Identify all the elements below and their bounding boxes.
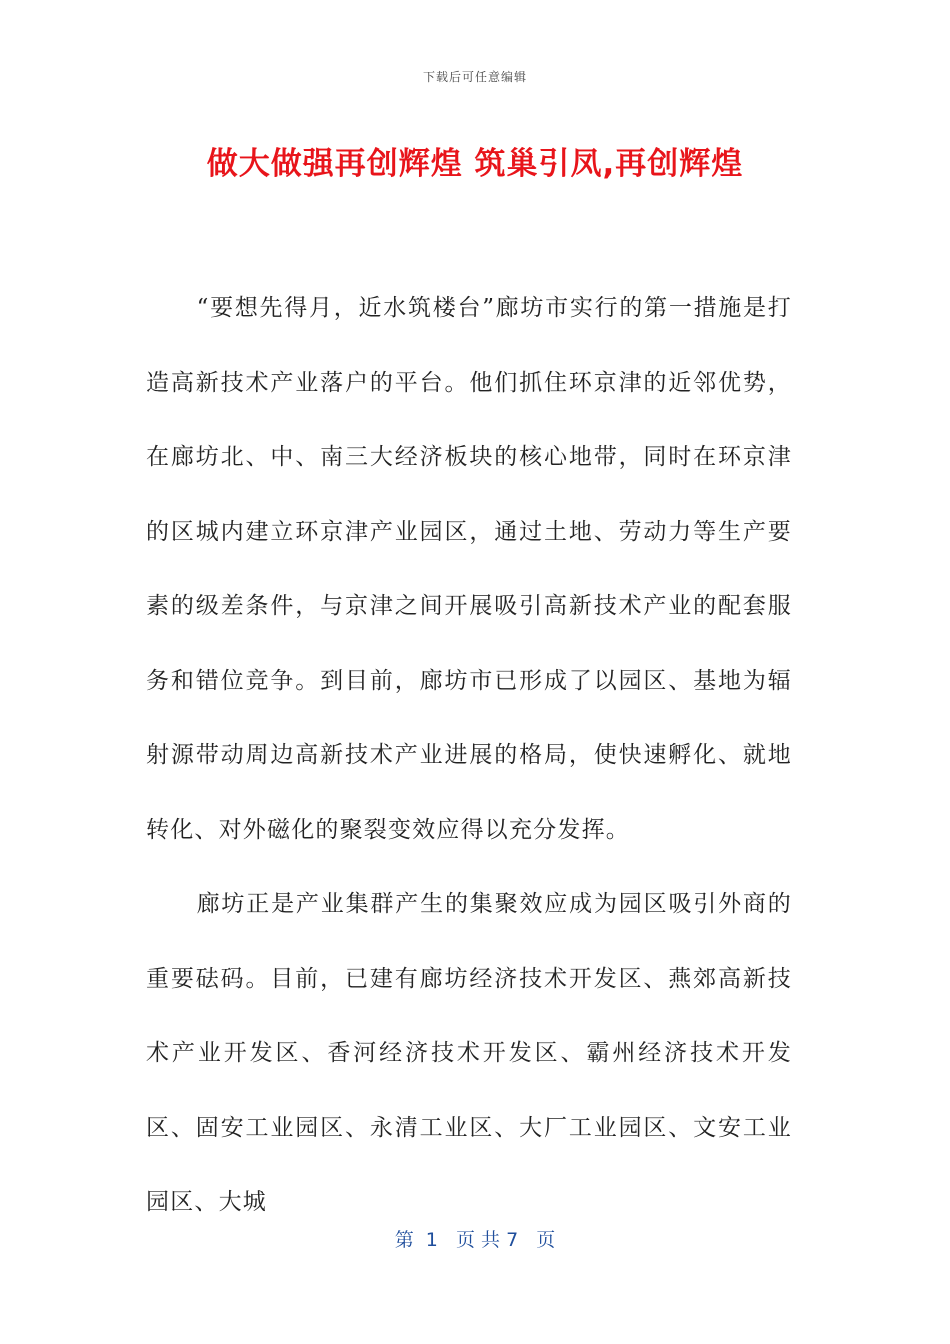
paragraph: 廊坊正是产业集群产生的集聚效应成为园区吸引外商的重要砝码。目前，已建有廊坊经济技术开发区、燕郊高新技术产业开发区、香河经济技术开发区、霸州经济技术开发区、固安工业园区、永清工业区、大厂工业园区、文安工业园区、大城 bbox=[146, 891, 792, 1215]
page-number: 第 1 页 共 7 页 bbox=[394, 1229, 556, 1251]
paragraph: “要想先得月，近水筑楼台”廊坊市实行的第一措施是打造高新技术产业落户的平台。他们抓住环京津的近邻优势，在廊坊北、中、南三大经济板块的核心地带，同时在环京津的区城内建立环京津产业园区，通过土地、劳动力等生产要素的级差条件，与京津之间开展吸引高新技术产业的配套服务和错位竞争。到目前，廊坊市已形成了以园区、基地为辐射源带动周边高新技术产业进展的格局，使快速孵化、就地转化、对外磁化的聚裂变效应得以充分发挥。 bbox=[146, 295, 792, 843]
document-title: 做大做强再创辉煌 筑巢引凤,再创辉煌 bbox=[206, 146, 744, 182]
document-body bbox=[146, 271, 792, 1240]
header-note: 下载后可任意编辑 bbox=[422, 70, 527, 84]
